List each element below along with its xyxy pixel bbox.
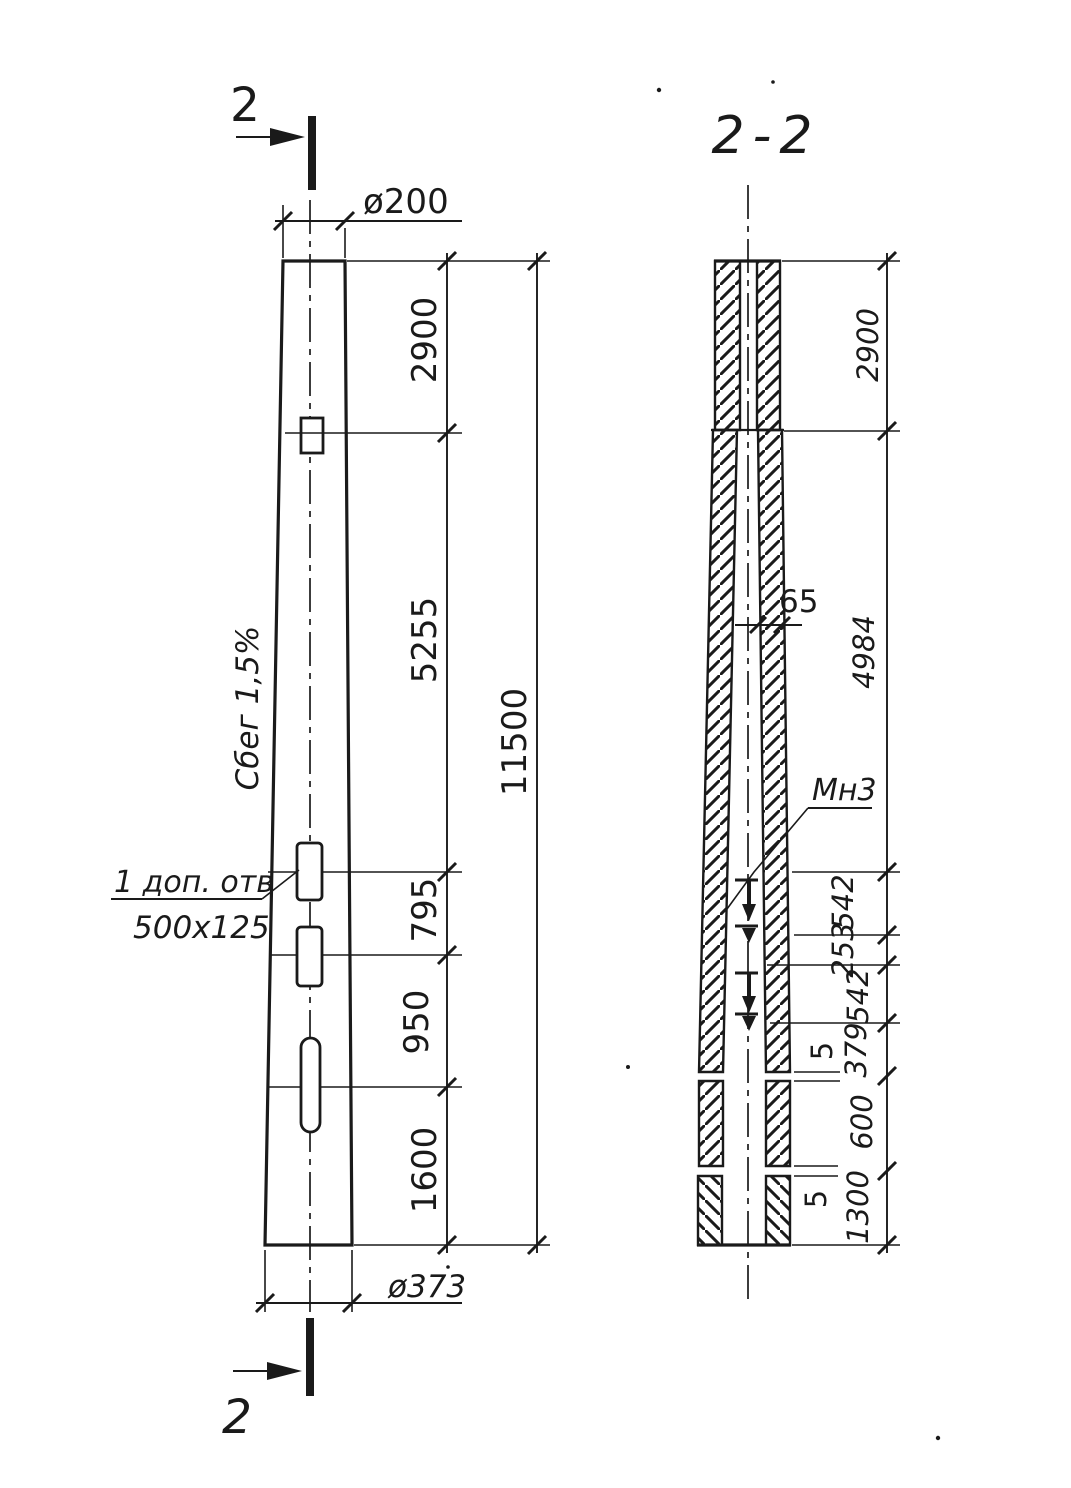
wall-mainright [758, 430, 790, 1072]
wall-lowerright [766, 1081, 790, 1166]
taper-note-label: Сбег 1,5% [230, 625, 266, 791]
sdim-253-label: 253 [826, 922, 860, 978]
hole-note-label: 1 доп. отв [114, 865, 274, 900]
embed-label: Мн3 [812, 773, 877, 808]
hole-extra [297, 843, 322, 900]
dim-2900-label: 2900 [405, 296, 445, 384]
wall-bottomleft [698, 1176, 722, 1245]
scan-speck [446, 1265, 450, 1269]
dim-950-label: 950 [397, 989, 437, 1055]
sdim-542a-label: 542 [826, 874, 860, 930]
sdim-600-label: 600 [845, 1094, 879, 1150]
dia-top-label: ø200 [363, 182, 449, 222]
sdim-gap-b-label: 5 [799, 1189, 833, 1209]
scan-speck [626, 1065, 630, 1069]
hole-top [301, 418, 323, 453]
wall-thickness-label: 65 [779, 584, 819, 620]
scan-speck [771, 80, 775, 84]
sdim-2900-label: 2900 [851, 308, 885, 382]
section-mark-bottom-label: 2 [222, 1390, 252, 1445]
dia-bottom-label: ø373 [388, 1269, 467, 1305]
section-arrow-bottom-icon [267, 1362, 302, 1380]
dim-total-label: 11500 [495, 687, 535, 797]
wall-lowerleft [699, 1081, 723, 1166]
wall-topleft [715, 261, 740, 430]
wall-topright [757, 261, 780, 430]
anchor-arrow-icon [742, 996, 756, 1013]
sdim-1300-label: 1300 [841, 1170, 875, 1244]
section-title: 2-2 [711, 106, 821, 166]
wall-bottomright [766, 1176, 790, 1245]
sdim-4984-label: 4984 [847, 615, 881, 689]
sdim-gap-a-label: 5 [805, 1041, 839, 1061]
hole-size-label: 500x125 [133, 910, 270, 946]
anchor-arrow-icon [742, 1016, 756, 1031]
hole-slot [301, 1038, 320, 1132]
embed-anchors [735, 880, 758, 1031]
dim-5255-label: 5255 [405, 596, 445, 684]
scan-speck [936, 1436, 940, 1440]
elevation-view [111, 78, 550, 1445]
section-mark-top-label: 2 [230, 78, 260, 133]
dim-795-label: 795 [405, 877, 445, 943]
hole-mid [297, 927, 322, 986]
anchor-arrow-icon [742, 904, 756, 921]
sdim-379-label: 379 [839, 1022, 873, 1078]
anchor-arrow-icon [742, 928, 756, 943]
scan-speck [657, 88, 661, 92]
section-view [697, 106, 900, 1305]
wall-mainleft [699, 430, 737, 1072]
dim-1600-label: 1600 [405, 1126, 445, 1214]
sdim-542b-label: 542 [841, 968, 875, 1024]
section-arrow-top-icon [270, 128, 305, 146]
